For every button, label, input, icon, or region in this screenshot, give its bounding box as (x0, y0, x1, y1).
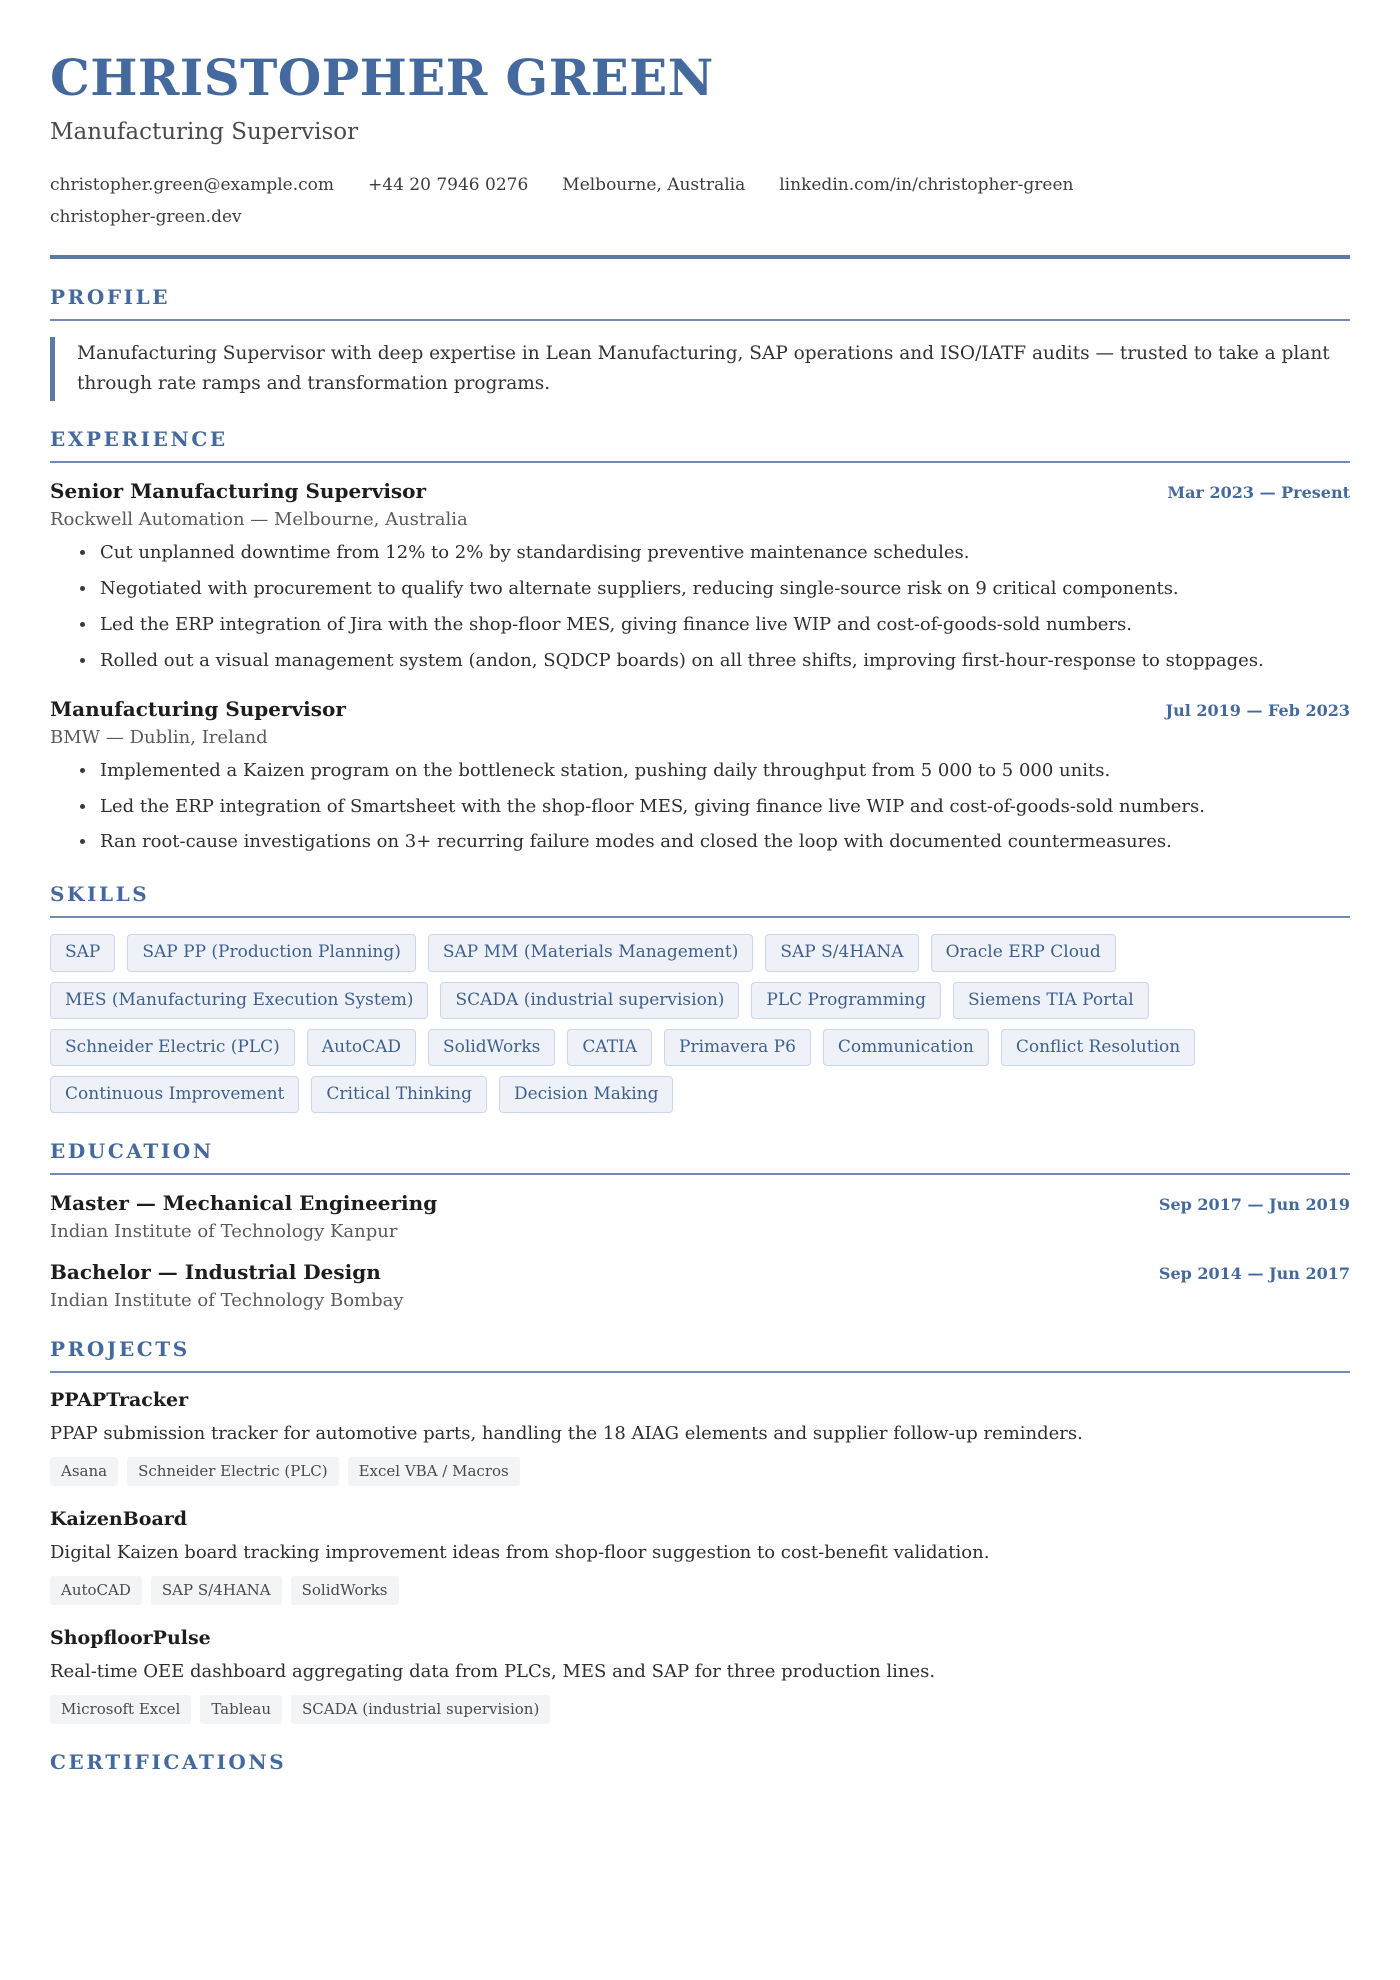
project-description: PPAP submission tracker for automotive parts, handling the 18 AIAG elements and supplier follow-up reminders. (50, 1423, 1083, 1445)
skill-pill: SCADA (industrial supervision) (440, 982, 739, 1019)
project-entry (50, 1627, 1350, 1724)
tech-pill: Schneider Electric (PLC) (127, 1457, 339, 1486)
skill-pill: SolidWorks (428, 1029, 555, 1066)
project-description: Real-time OEE dashboard aggregating data from PLCs, MES and SAP for three production lines. (50, 1660, 936, 1682)
tech-pill: Microsoft Excel (50, 1695, 191, 1724)
education-entry-header (50, 1260, 1350, 1284)
education-dates: Sep 2017 — Jun 2019 (1158, 1195, 1350, 1215)
tech-pill: SAP S/4HANA (151, 1576, 282, 1605)
section-title-profile: PROFILE (50, 285, 171, 310)
skill-pill: PLC Programming (751, 982, 941, 1019)
header-divider (50, 255, 1350, 259)
education-entry-header (50, 1191, 1350, 1215)
education-degree: Master — Mechanical Engineering (50, 1191, 438, 1216)
experience-bullet: Rolled out a visual management system (andon, SQDCP boards) on all three shifts, improving first-hour-response to stoppages. (80, 647, 1350, 675)
skill-pill: Primavera P6 (664, 1029, 811, 1066)
skill-pill: SAP S/4HANA (765, 934, 918, 971)
skill-pill: MES (Manufacturing Execution System) (50, 982, 428, 1019)
tech-pill: SCADA (industrial supervision) (291, 1695, 550, 1724)
skill-pill: Conflict Resolution (1001, 1029, 1195, 1066)
contact-list-second-row (50, 201, 1350, 233)
project-entry (50, 1508, 1350, 1605)
education-entry (50, 1191, 1350, 1242)
section-title-education: EDUCATION (50, 1139, 214, 1164)
experience-bullet: Ran root-cause investigations on 3+ recurring failure modes and closed the loop with documented countermeasures. (80, 828, 1350, 856)
experience-company: BMW — Dublin, Ireland (50, 726, 268, 748)
profile-summary-text: Manufacturing Supervisor with deep expertise in Lean Manufacturing, SAP operations and ISO/IATF audits — trusted to take a plant through rate ramps and transformation programs. (50, 337, 1340, 401)
section-experience (50, 427, 1350, 856)
section-title-certifications: CERTIFICATIONS (50, 1749, 287, 1774)
experience-bullet: Led the ERP integration of Smartsheet with the shop-floor MES, giving finance live WIP and cost-of-goods-sold numbers. (80, 793, 1350, 821)
section-title-skills: SKILLS (50, 882, 150, 907)
contact-phone[interactable]: +44 20 7946 0276 (368, 174, 529, 195)
project-tech-list (50, 1457, 1350, 1486)
contact-list (50, 169, 1350, 201)
contact-email[interactable]: christopher.green@example.com (50, 174, 335, 195)
section-education (50, 1139, 1350, 1311)
experience-dates: Jul 2019 — Feb 2023 (1165, 700, 1350, 720)
skill-pill: SAP (50, 934, 115, 971)
section-divider-profile (50, 319, 1350, 321)
skill-pill: Oracle ERP Cloud (931, 934, 1116, 971)
education-school: Indian Institute of Technology Kanpur (50, 1221, 398, 1243)
experience-role: Manufacturing Supervisor (50, 696, 346, 721)
education-entry (50, 1260, 1350, 1311)
project-name: PPAPTracker (50, 1389, 189, 1412)
education-dates: Sep 2014 — Jun 2017 (1158, 1264, 1350, 1284)
experience-company: Rockwell Automation — Melbourne, Australia (50, 509, 468, 531)
experience-role: Senior Manufacturing Supervisor (50, 479, 427, 504)
skill-pill: Schneider Electric (PLC) (50, 1029, 295, 1066)
skill-pill: Siemens TIA Portal (953, 982, 1149, 1019)
section-divider-projects (50, 1371, 1350, 1373)
tech-pill: AutoCAD (50, 1576, 142, 1605)
section-divider-experience (50, 461, 1350, 463)
skill-pill: SAP MM (Materials Management) (428, 934, 753, 971)
experience-entry-header (50, 479, 1350, 503)
tech-pill: Asana (50, 1457, 118, 1486)
contact-website[interactable]: christopher-green.dev (50, 206, 242, 227)
candidate-headline: Manufacturing Supervisor (50, 119, 359, 145)
section-title-experience: EXPERIENCE (50, 427, 228, 452)
section-projects (50, 1337, 1350, 1723)
experience-bullet: Negotiated with procurement to qualify two alternate suppliers, reducing single-source risk on 9 critical components. (80, 575, 1350, 603)
skill-pill: Continuous Improvement (50, 1076, 299, 1113)
experience-bullet: Led the ERP integration of Jira with the shop-floor MES, giving finance live WIP and cost-of-goods-sold numbers. (80, 611, 1350, 639)
section-divider-education (50, 1173, 1350, 1175)
contact-linkedin[interactable]: linkedin.com/in/christopher-green (779, 174, 1074, 195)
skill-pill: Communication (823, 1029, 989, 1066)
experience-bullet: Implemented a Kaizen program on the bottleneck station, pushing daily throughput from 5 000 to 5 000 units. (80, 757, 1350, 785)
section-certifications (50, 1750, 1350, 1774)
skills-list (50, 934, 1350, 1113)
tech-pill: SolidWorks (291, 1576, 399, 1605)
section-divider-skills (50, 916, 1350, 918)
project-tech-list (50, 1576, 1350, 1605)
section-profile (50, 285, 1350, 401)
education-school: Indian Institute of Technology Bombay (50, 1290, 404, 1312)
project-description: Digital Kaizen board tracking improvement ideas from shop-floor suggestion to cost-benefit validation. (50, 1542, 990, 1564)
candidate-name: CHRISTOPHER GREEN (50, 48, 714, 107)
section-skills (50, 882, 1350, 1113)
contact-location: Melbourne, Australia (562, 174, 746, 195)
experience-entry (50, 479, 1350, 675)
experience-bullets (50, 539, 1350, 675)
project-tech-list (50, 1695, 1350, 1724)
experience-bullet: Cut unplanned downtime from 12% to 2% by standardising preventive maintenance schedules. (80, 539, 1350, 567)
skill-pill: CATIA (567, 1029, 652, 1066)
experience-entry-header (50, 697, 1350, 721)
skill-pill: Decision Making (499, 1076, 674, 1113)
project-entry (50, 1389, 1350, 1486)
skill-pill: SAP PP (Production Planning) (127, 934, 416, 971)
experience-entry (50, 697, 1350, 857)
skill-pill: AutoCAD (307, 1029, 416, 1066)
skill-pill: Critical Thinking (311, 1076, 487, 1113)
resume-header (50, 50, 1350, 259)
tech-pill: Excel VBA / Macros (348, 1457, 520, 1486)
education-degree: Bachelor — Industrial Design (50, 1260, 381, 1285)
section-title-projects: PROJECTS (50, 1337, 190, 1362)
experience-bullets (50, 757, 1350, 857)
experience-dates: Mar 2023 — Present (1167, 483, 1350, 503)
project-name: ShopfloorPulse (50, 1626, 211, 1649)
project-name: KaizenBoard (50, 1508, 188, 1531)
tech-pill: Tableau (200, 1695, 282, 1724)
